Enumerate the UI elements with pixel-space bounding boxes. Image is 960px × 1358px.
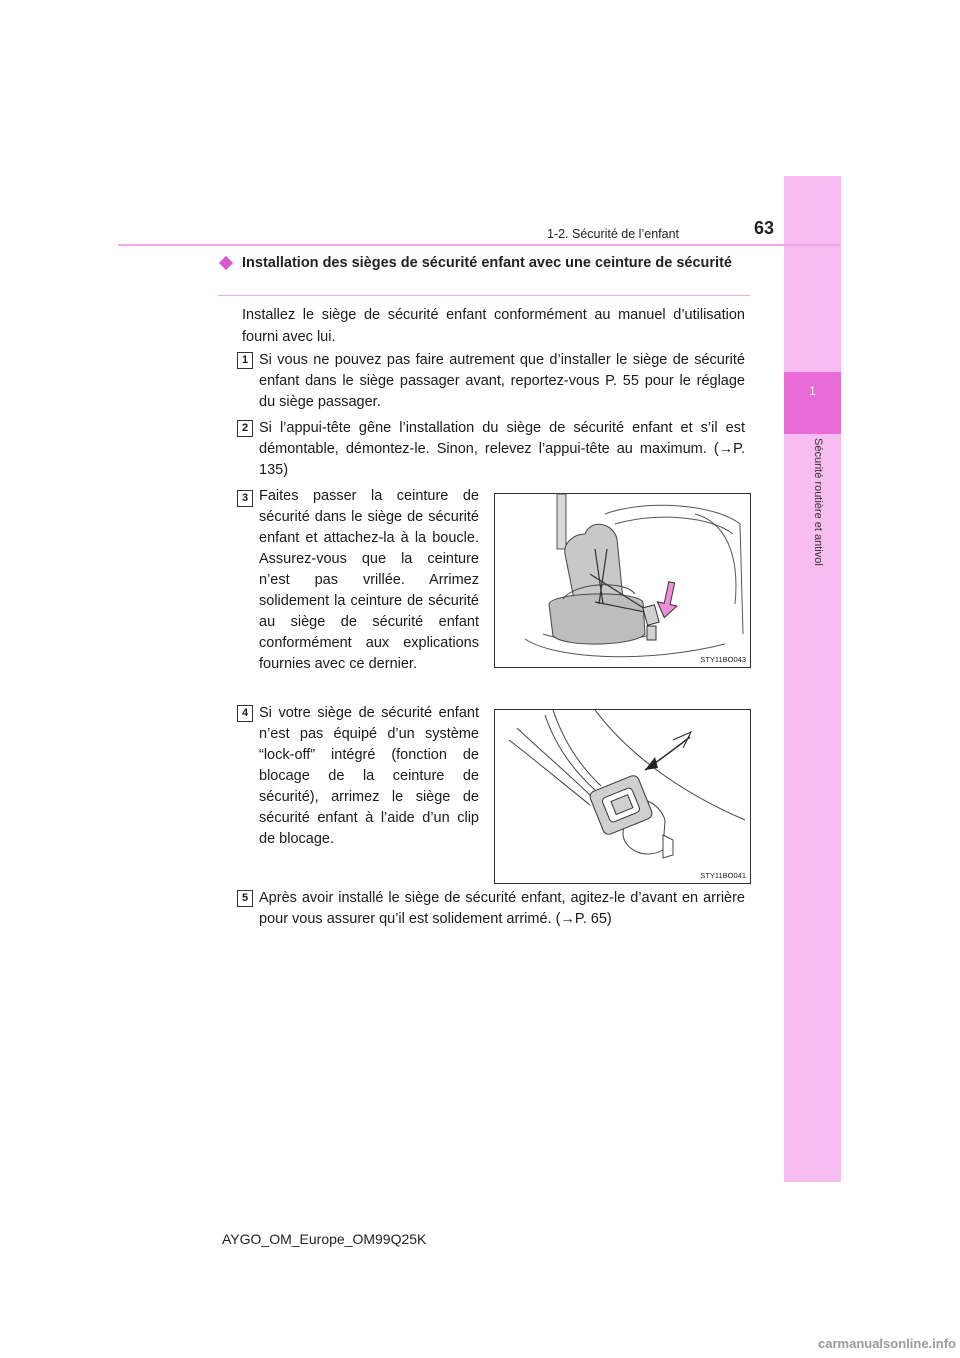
step-text-2: Si l’appui-tête gêne l’installation du siège de sécurité enfant et s’il est démontable, démontez-le. Sinon, relevez l’appui-tête au maximum. (→P. 135) — [259, 420, 745, 478]
figure-child-seat-belt — [494, 493, 751, 668]
chapter-label: Sécurité routière et antivol — [812, 438, 824, 566]
step-text-3: Faites passer la ceinture de sécurité dans le siège de sécurité enfant et attachez-la à la boucle. Assurez-vous que la ceinture n’est pas vrillée. Arrimez solidement la ceinture de sécurité au siège de sécurité enfant conformément aux explications fournies avec ce dernier. — [259, 488, 479, 672]
step-text-1: Si vous ne pouvez pas faire autrement que d’installer le siège de sécurité enfant dans le siège passager avant, reportez-vous P. 55 pour le réglage du siège passager. — [259, 352, 745, 410]
figure-code-1: STY11BO043 — [700, 655, 746, 664]
child-seat-illustration — [495, 494, 750, 667]
section-heading: Installation des sièges de sécurité enfant avec une ceinture de sécurité — [242, 255, 732, 271]
step-badge-1: 1 — [237, 352, 253, 369]
page-number: 63 — [753, 218, 774, 238]
chapter-tab-active[interactable] — [784, 372, 841, 434]
chapter-side-tab — [784, 176, 841, 1182]
step-badge-5: 5 — [237, 890, 253, 907]
document-id: AYGO_OM_Europe_OM99Q25K — [222, 1231, 427, 1247]
heading-rule — [218, 295, 750, 296]
step-badge-2: 2 — [237, 420, 253, 437]
locking-clip-illustration — [495, 710, 750, 883]
running-header: 1-2. Sécurité de l’enfant — [546, 227, 679, 241]
step-text-5: Après avoir installé le siège de sécurité enfant, agitez-le d’avant en arrière pour vous assurer qu’il est solidement arrimé. (→P. 65) — [259, 890, 745, 927]
step-text-4: Si votre siège de sécurité enfant n’est pas équipé d’un système “lock-off” intégré (fonction de blocage de la ceinture de sécurité), arrimez le siège de sécurité enfant à l’aide d’un clip de blocage. — [259, 705, 479, 847]
step-badge-3: 3 — [237, 490, 253, 507]
header-rule — [118, 244, 841, 246]
figure-code-2: STY11BO041 — [700, 871, 746, 880]
chapter-number: 1 — [809, 384, 816, 398]
diamond-bullet-icon — [219, 256, 233, 270]
watermark: carmanualsonline.info — [818, 1336, 956, 1351]
step-badge-4: 4 — [237, 705, 253, 722]
figure-locking-clip — [494, 709, 751, 884]
intro-paragraph: Installez le siège de sécurité enfant conformément au manuel d’utilisation fourni avec lui. — [242, 307, 745, 345]
